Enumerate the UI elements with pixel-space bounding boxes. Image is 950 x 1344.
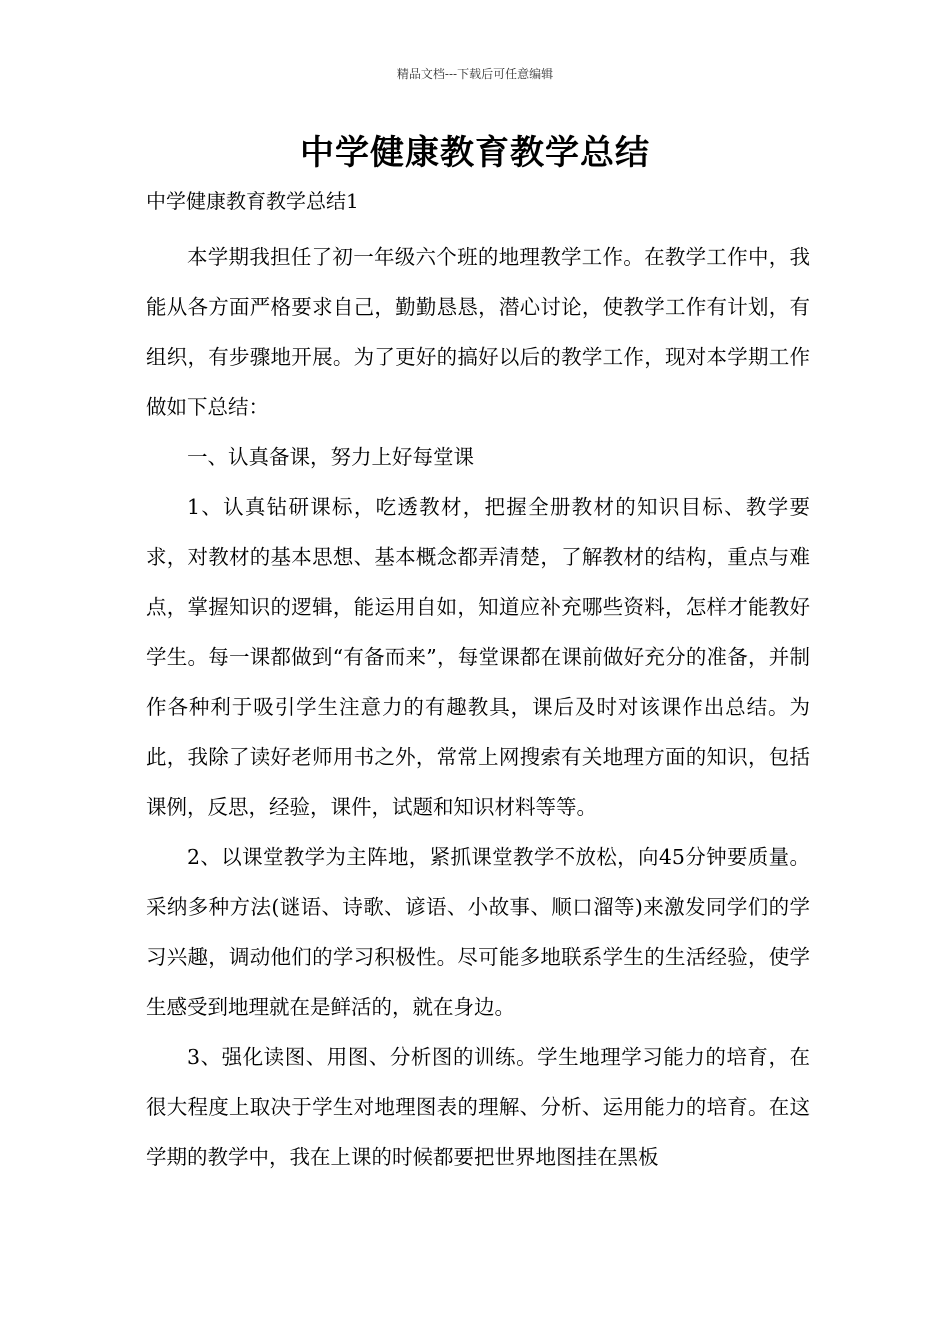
document-body: [146, 232, 810, 1182]
document-title: 中学健康教育教学总结: [300, 133, 650, 173]
section-heading-1: 一、认真备课，努力上好每堂课: [187, 445, 474, 469]
paragraph-intro: 本学期我担任了初一年级六个班的地理教学工作。在教学工作中，我能从各方面严格要求自己，勤勤恳恳，潜心讨论，使教学工作有计划，有组织，有步骤地开展。为了更好的搞好以后的教学工作，现对本学期工作做如下总结：: [146, 245, 810, 419]
document-subtitle: 中学健康教育教学总结1: [146, 189, 359, 213]
paragraph-item-3: 3、强化读图、用图、分析图的训练。学生地理学习能力的培育，在很大程度上取决于学生对地理图表的理解、分析、运用能力的培育。在这学期的教学中，我在上课的时候都要把世界地图挂在黑板: [146, 1045, 810, 1169]
paragraph-item-1: 1、认真钻研课标，吃透教材，把握全册教材的知识目标、教学要求，对教材的基本思想、基本概念都弄清楚，了解教材的结构，重点与难点，掌握知识的逻辑，能运用自如，知道应补充哪些资料，怎样才能教好学生。每一课都做到“有备而来”，每堂课都在课前做好充分的准备，并制作各种利于吸引学生注意力的有趣教具，课后及时对该课作出总结。为此，我除了读好老师用书之外，常常上网搜索有关地理方面的知识，包括课例，反思，经验，课件，试题和知识材料等等。: [146, 495, 810, 819]
header-note: 精品文档---下载后可任意编辑: [396, 67, 554, 81]
paragraph-item-2: 2、以课堂教学为主阵地，紧抓课堂教学不放松，向45分钟要质量。采纳多种方法(谜语、诗歌、谚语、小故事、顺口溜等)来激发同学们的学习兴趣，调动他们的学习积极性。尽可能多地联系学生的生活经验，使学生感受到地理就在是鲜活的，就在身边。: [146, 845, 810, 1019]
